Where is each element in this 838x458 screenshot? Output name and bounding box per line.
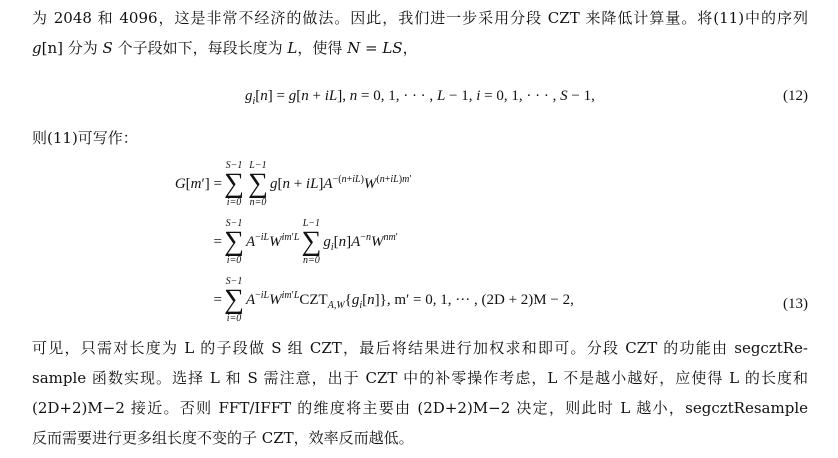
equation-12: $g_i[n] = g[n + iL]$, n = 0, 1, · · · , L − 1, i = 0, 1, · · · , S − 1, [245, 88, 595, 107]
var-N-eq-LS: N = LS [347, 39, 403, 57]
paragraph-2: 则(11)可写作： [32, 129, 138, 147]
var-S: S [102, 39, 113, 57]
var-L: L [287, 39, 298, 57]
equation-13-line-3: = S−1 ∑ i=0 $A^{-iL}W^{im'L}CZT_{A,W}\{g_i[n]\}$, m′ = 0, 1, ··· , (2D + 2)M − 2, [213, 276, 574, 324]
text-seg: ，使得 [297, 39, 348, 57]
equation-13-line-1: G[m′] = S−1 ∑ i=0 L−1 ∑ n=0 $g[n + iL]A^{-(n+iL)}W^{(n+iL)m'}$ [174, 160, 412, 208]
paragraph-1-line-1: 为 2048 和 4096，这是非常不经济的做法。因此，我们进一步采用分段 CZT 来降低计算量。将(11)中的序列 [32, 9, 808, 27]
var-g: g [32, 39, 42, 57]
paragraph-1-line-2 [32, 38, 808, 58]
text-seg: ， [402, 39, 418, 57]
text-seg: 个子段如下，每段长度为 [112, 39, 288, 57]
paragraph-3-line-1: 可见，只需对长度为 L 的子段做 S 组 CZT，最后将结果进行加权求和即可。分段 CZT 的功能由 segcztRe- [32, 339, 808, 357]
equation-12-number: (12) [783, 88, 808, 104]
paragraph-3-line-4: 反而需要进行更多组长度不变的子 CZT，效率反而越低。 [32, 429, 414, 447]
text-seg: [n] 分为 [41, 39, 103, 57]
equation-13-line-2: = S−1 ∑ i=0 $A^{-iL}W^{im'L}$ L−1 ∑ n=0 $g_i[n]A^{-n}W^{nm'}$ [213, 218, 398, 266]
equation-13-tail: m′ = 0, 1, ··· , (2D + 2)M − 2, [394, 291, 574, 308]
paragraph-3-line-3: (2D+2)M−2 接近。否则 FFT/IFFT 的维度将主要由 (2D+2)M−2 决定，则此时 L 越小，segcztResample [32, 399, 808, 417]
paragraph-3-line-2: sample 函数实现。选择 L 和 S 需注意，出于 CZT 中的补零操作考虑，L 不是越小越好，应使得 L 的长度和 [32, 369, 808, 387]
equation-13-number: (13) [783, 296, 808, 312]
